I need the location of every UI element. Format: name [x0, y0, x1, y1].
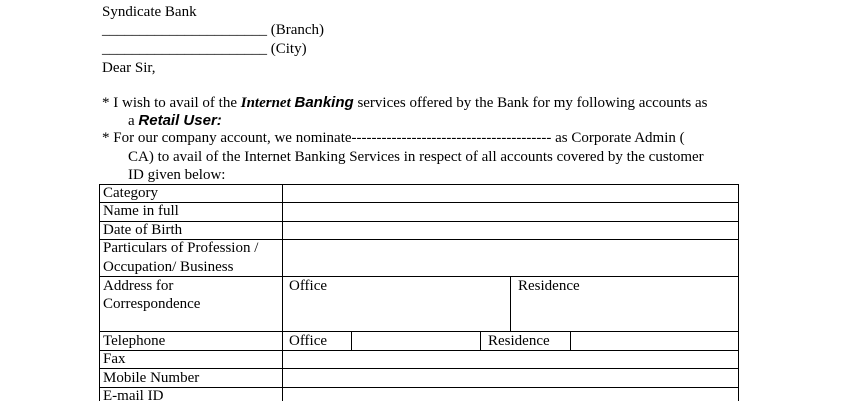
address-residence-label: Residence	[518, 278, 580, 294]
statement-text-b: services offered by the Bank for my following accounts as	[357, 95, 708, 111]
telephone-residence-label: Residence	[488, 333, 550, 349]
corporate-admin-line-2: CA) to avail of the Internet Banking Services in respect of all accounts covered by the customer	[128, 149, 704, 165]
city-field-line[interactable]: ______________________ (City)	[102, 41, 307, 57]
label-dob: Date of Birth	[103, 222, 183, 238]
internet-word: Internet	[240, 95, 291, 111]
salutation: Dear Sir,	[102, 60, 156, 76]
address-residence-field[interactable]	[513, 296, 736, 329]
retail-user-label: Retail User:	[138, 112, 222, 129]
name-field[interactable]	[284, 204, 736, 219]
statement-text-a: * I wish to avail of the	[102, 95, 237, 111]
fax-field[interactable]	[284, 352, 736, 367]
label-category: Category	[103, 185, 158, 201]
label-occupation: Occupation/ Business	[103, 259, 234, 275]
label-fax: Fax	[103, 351, 126, 367]
corporate-admin-line: * For our company account, we nominate---------------------------------------- as Corporate Admin (	[102, 130, 685, 146]
bank-name: Syndicate Bank	[102, 4, 197, 20]
branch-field-line[interactable]: ______________________ (Branch)	[102, 22, 325, 38]
address-office-field[interactable]	[284, 296, 508, 329]
label-email: E-mail ID	[103, 388, 164, 404]
label-name: Name in full	[103, 203, 179, 219]
retail-user-line	[128, 112, 222, 130]
retail-user-statement	[102, 94, 707, 112]
telephone-office-field[interactable]	[353, 333, 478, 348]
banking-word: Banking	[294, 94, 354, 111]
mobile-field[interactable]	[284, 370, 736, 385]
address-office-label: Office	[289, 278, 328, 294]
label-mobile: Mobile Number	[103, 370, 200, 386]
email-field[interactable]	[284, 389, 736, 401]
customer-id-line: ID given below:	[128, 167, 226, 183]
retail-a: a	[128, 113, 135, 129]
category-field[interactable]	[284, 186, 736, 201]
label-telephone: Telephone	[103, 333, 166, 349]
dob-field[interactable]	[284, 223, 736, 238]
label-address: Address for	[103, 278, 174, 294]
label-correspondence: Correspondence	[103, 296, 201, 312]
label-profession: Particulars of Profession /	[103, 240, 259, 256]
telephone-office-label: Office	[289, 333, 328, 349]
profession-field[interactable]	[284, 241, 736, 274]
telephone-residence-field[interactable]	[572, 333, 736, 348]
